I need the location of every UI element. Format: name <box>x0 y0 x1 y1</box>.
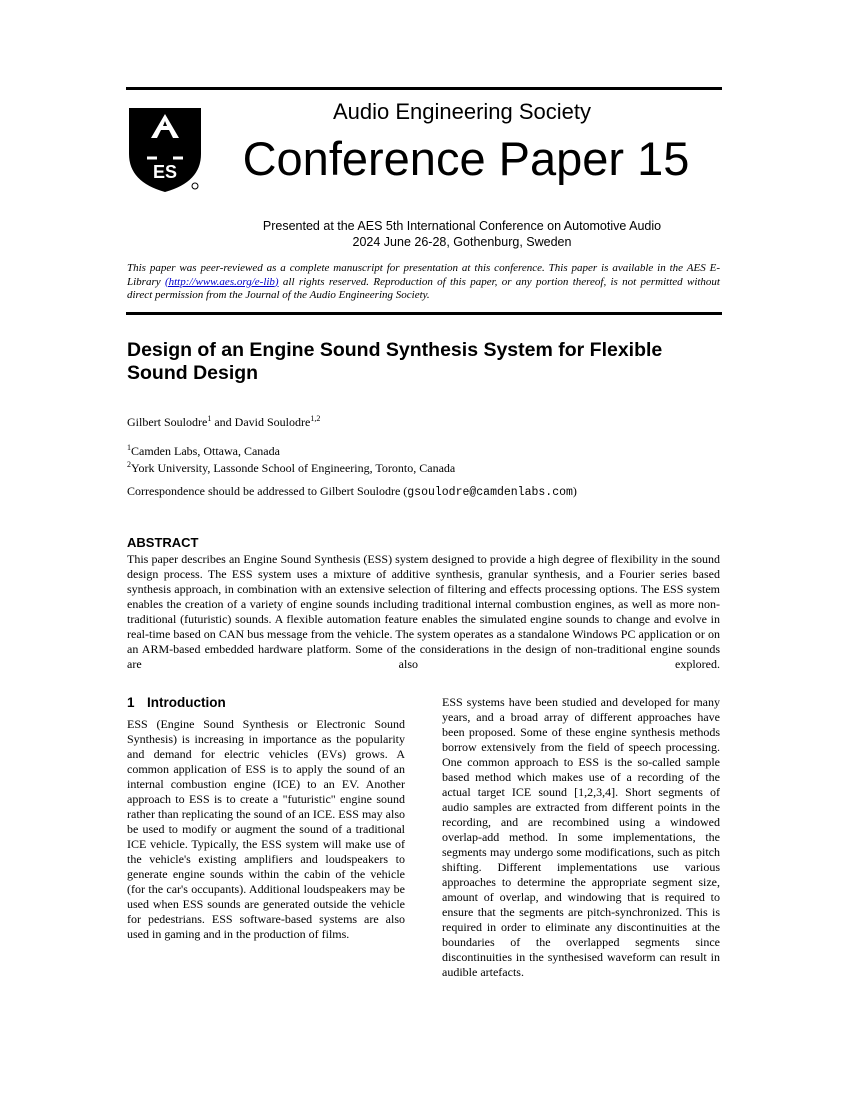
author-1-affil: 1 <box>207 414 212 423</box>
header-divider <box>126 312 722 315</box>
author-2-affil: 1,2 <box>310 414 321 423</box>
author-2: David Soulodre <box>234 415 311 429</box>
left-column <box>127 694 405 942</box>
intro-paragraph-2: ESS systems have been studied and developed for many years, and a broad array of different approaches have been proposed. Some of these engine synthesis methods borrow extensively from the field of speech processing. One common approach to ESS is the so-called sample based method which makes use of a recording of the actual target ICE sound [1,2,3,4]. Short segments of audio samples are extracted from different points in the recording, and are recombined using a windowed overlap-add method. In some implementations, the segments may undergo some modifications, such as pitch shifting. Different implementations use various approaches to determine the appropriate segment size, amount of overlap, and windowing that is required to ensure that the segments are pitch-synchronized. This is required in order to eliminate any discontinuities at the boundaries of the overlapped segments since discontinuities in the synthesised waveform can result in audible artefacts. <box>442 695 720 979</box>
correspondence-prefix: Correspondence should be addressed to Gilbert Soulodre ( <box>127 484 408 498</box>
correspondence-suffix: ) <box>572 484 577 498</box>
authors <box>127 414 320 430</box>
author-and: and <box>211 415 235 429</box>
correspondence <box>127 484 577 499</box>
aes-logo <box>127 106 203 194</box>
affiliation-2 <box>127 458 455 475</box>
society-name: Audio Engineering Society <box>332 99 592 124</box>
presented-at <box>232 218 692 250</box>
affiliation-2-number: 2 <box>127 460 131 469</box>
top-rule <box>126 87 722 90</box>
presented-line-1: Presented at the AES 5th International Conference on Automotive Audio <box>262 219 662 233</box>
notice-text-end: all rights reserved. Reproduction of this paper, or any portion thereof, is not permitted without direct permission from the Journal of the Audio Engineering Society. <box>127 275 720 301</box>
intro-paragraph-1: ESS (Engine Sound Synthesis or Electronic Sound Synthesis) is increasing in importance as the popularity and demand for electric vehicles (EVs) grows. A common application of ESS is to apply the sound of an internal combustion engine (ICE) to an EV. Another approach to ESS is to create a "futuristic" engine sound rather than replicating the sound of an ICE. ESS may also be used to modify or augment the sound of a traditional ICE vehicle. Typically, the ESS system will make use of the vehicle's existing amplifiers and loudspeakers to generate engine sounds within the cabin of the vehicle (for the car's occupants). Additional loudspeakers may be used when ESS sounds are generated outside the vehicle for pedestrians. ESS software-based systems are also used in gaming and in the production of films. <box>127 717 405 941</box>
section-heading-introduction <box>127 694 405 711</box>
affiliation-1-text: Camden Labs, Ottawa, Canada <box>131 444 280 458</box>
abstract-body: This paper describes an Engine Sound Synthesis (ESS) system designed to provide a high degree of flexibility in the sound design process. The ESS system uses a mixture of additive synthesis, granular synthesis, and a Fourier series based synthesis approach, in combination with an extensive selection of filtering and effects processing options. The ESS system enables the creation of a variety of engine sounds including traditional internal combustion engines, as well as more non-traditional (futuristic) sounds. A flexible automation feature enables the simulated engine sounds to change and evolve in real-time based on CAN bus message from the vehicle. The system operates as a standalone Windows PC application or on an ARM-based embedded hardware platform. Some of the considerations in the design of non-traditional engine sounds are also explored. <box>127 552 720 671</box>
notice-text-start: This paper was peer-reviewed as a complete manuscript for presentation at this conference. This paper is available in the AES E-Library <box>127 262 720 288</box>
peer-review-notice <box>127 262 720 303</box>
correspondence-email: gsoulodre@camdenlabs.com <box>407 486 573 499</box>
affiliation-1-number: 1 <box>127 443 131 452</box>
section-title: Introduction <box>147 695 226 710</box>
conference-paper-title: Conference Paper 15 <box>242 132 690 185</box>
affiliation-1 <box>127 441 455 458</box>
paper-title: Design of an Engine Sound Synthesis System for Flexible Sound Design <box>127 339 663 384</box>
section-number: 1 <box>127 695 135 710</box>
author-1: Gilbert Soulodre <box>127 415 208 429</box>
presented-line-2: 2024 June 26-28, Gothenburg, Sweden <box>352 235 572 249</box>
affiliation-2-text: York University, Lassonde School of Engineering, Toronto, Canada <box>131 461 456 475</box>
right-column <box>442 695 720 980</box>
svg-text:ES: ES <box>152 162 178 182</box>
elibrary-link[interactable]: (http://www.aes.org/e-lib) <box>164 275 279 288</box>
affiliations <box>127 441 455 475</box>
abstract-heading: ABSTRACT <box>127 535 199 550</box>
